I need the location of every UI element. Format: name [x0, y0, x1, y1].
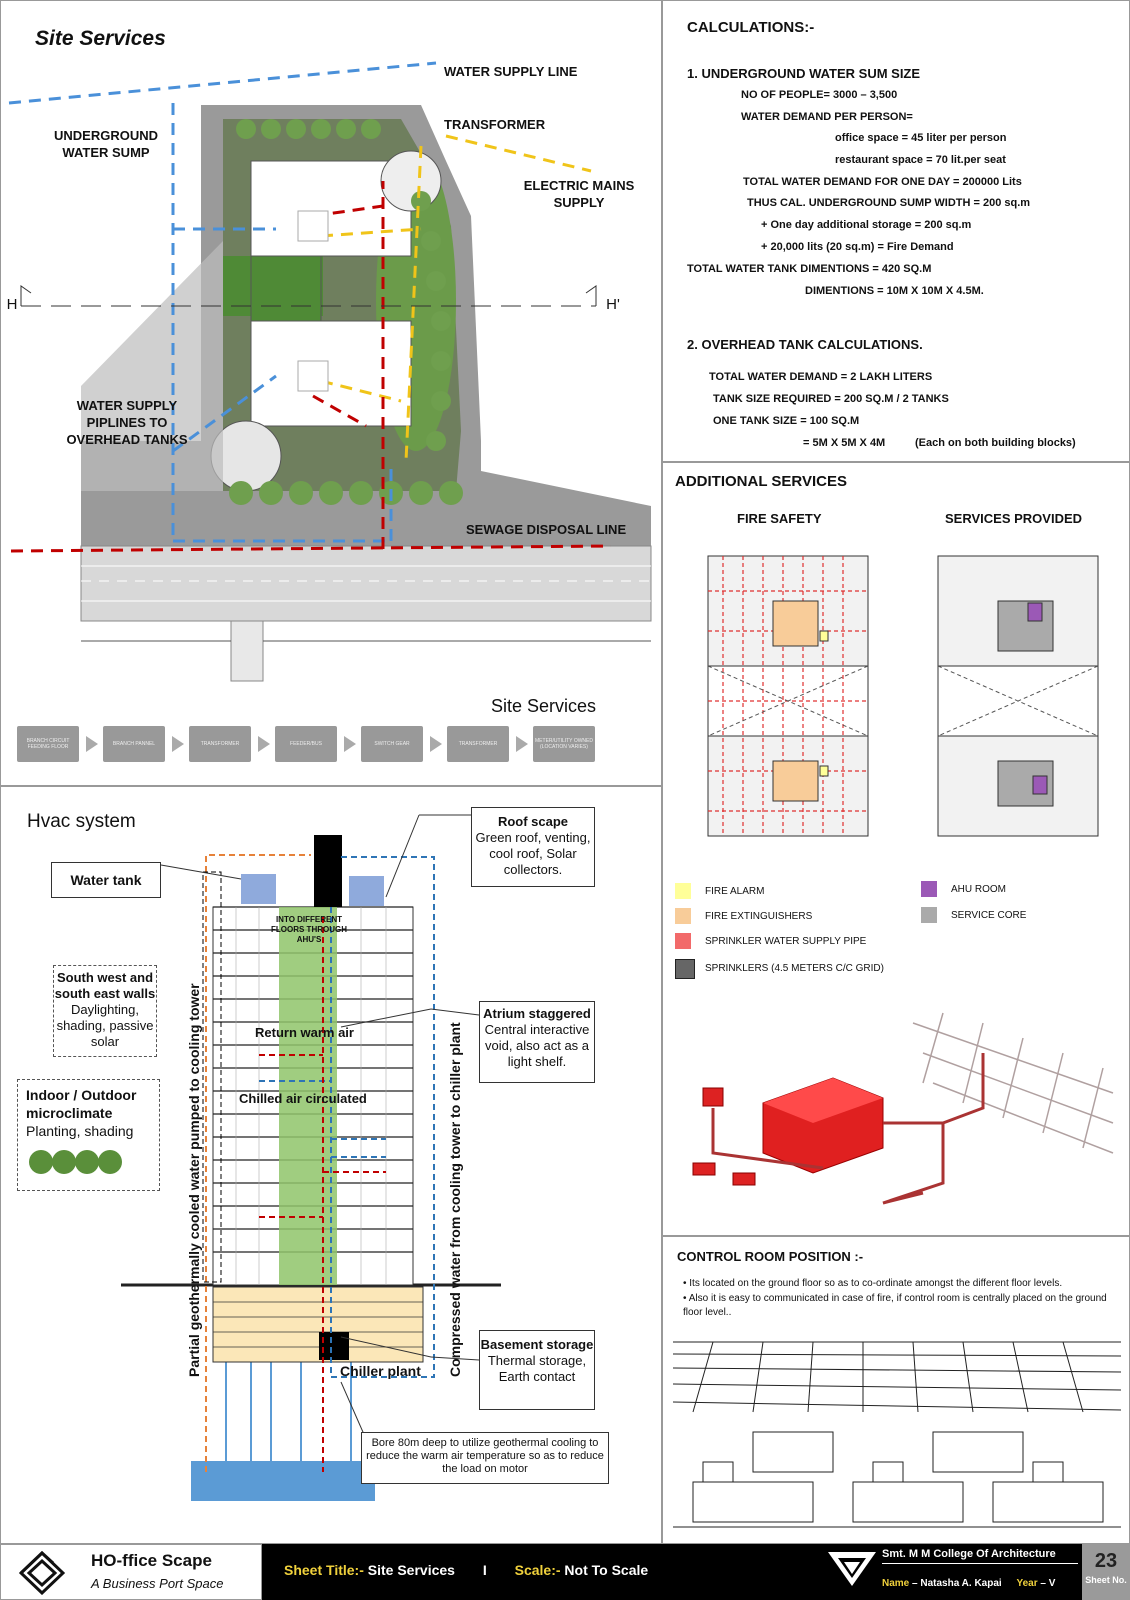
atrium-text: Central interactive void, also act as a light shelf. — [484, 1022, 590, 1069]
water-tank-label: Water tank — [51, 862, 161, 898]
scale-value: Not To Scale — [564, 1562, 649, 1578]
legend-sprinklers: SPRINKLERS (4.5 METERS C/C GRID) — [705, 963, 884, 974]
college-name: Smt. M M College Of Architecture — [882, 1548, 1078, 1564]
calc-line: TANK SIZE REQUIRED = 200 SQ.M / 2 TANKS — [713, 393, 949, 405]
calc-line: DIMENTIONS = 10M X 10M X 4.5M. — [805, 285, 984, 297]
label-electric-mains: ELECTRIC MAINS SUPPLY — [523, 178, 635, 210]
hvac-panel — [0, 786, 662, 1544]
roof-scape-text: Green roof, venting, cool roof, Solar collectors. — [475, 830, 591, 877]
legend-swatch-service-core — [921, 907, 937, 923]
basement — [213, 1287, 423, 1362]
flow-arrow-icon — [258, 736, 270, 752]
roof-scape-title: Roof scape — [497, 814, 569, 829]
calc-line: WATER DEMAND PER PERSON= — [741, 111, 913, 123]
chiller-plant — [319, 1332, 349, 1360]
services-provided-title: SERVICES PROVIDED — [945, 511, 1083, 526]
road — [81, 546, 651, 621]
flow-step-2: BRANCH PANNEL — [103, 726, 165, 762]
bore-box: Bore 80m deep to utilize geothermal cooling to reduce the warm air temperature so as to reduce the load on motor — [361, 1432, 609, 1484]
calculations-panel — [662, 0, 1130, 462]
cooling-tower — [314, 835, 342, 907]
label-h-right: H' — [606, 296, 620, 313]
control-room-sketch — [673, 1332, 1121, 1537]
groundwater — [191, 1461, 375, 1501]
site-services-panel — [0, 0, 662, 786]
hvac-title: Hvac system — [27, 811, 136, 832]
flow-arrow-icon — [344, 736, 356, 752]
south-west-walls-text: Daylighting, shading, passive solar — [56, 1002, 154, 1049]
microclimate-box — [17, 1079, 160, 1191]
round-court-top — [381, 151, 441, 211]
site-caption: Site Services — [491, 696, 597, 716]
name-label: Name — [882, 1578, 910, 1589]
legend-fire-alarm: FIRE ALARM — [705, 886, 765, 897]
south-west-walls-title: South west and south east walls — [54, 970, 156, 1001]
legend-swatch-sprinkler-pipe — [675, 933, 691, 949]
title-separator: I — [482, 1562, 487, 1578]
project-block — [0, 1544, 262, 1600]
chilled-air-label: Chilled air circulated — [239, 1091, 367, 1106]
control-room-bullet-2: • Also it is easy to communicated in case of fire, if control room is centrally placed on the ground floor level.. — [683, 1293, 1107, 1318]
ahu-label: INTO DIFFERENT FLOORS THROUGH AHU'S — [271, 915, 347, 944]
water-tank-right — [349, 876, 384, 906]
calc-line: office space = 45 liter per person — [835, 132, 1007, 144]
year-value: – V — [1040, 1578, 1056, 1589]
calc-section-2-title: 2. OVERHEAD TANK CALCULATIONS. — [687, 337, 923, 352]
flow-step-4: FEEDER/BUS — [275, 726, 337, 762]
sprinkler-system-diagram — [683, 993, 1123, 1223]
calc-line: + One day additional storage = 200 sq.m — [761, 219, 972, 231]
flow-arrow-icon — [172, 736, 184, 752]
label-transformer: TRANSFORMER — [444, 117, 546, 132]
calc-line: TOTAL WATER TANK DIMENTIONS = 420 SQ.M — [687, 263, 932, 275]
microclimate-title: Indoor / Outdoor microclimate — [26, 1087, 137, 1121]
calc-section-1-title: 1. UNDERGROUND WATER SUM SIZE — [687, 66, 921, 81]
legend-fire-extinguishers: FIRE EXTINGUISHERS — [705, 911, 813, 922]
flow-arrow-icon — [430, 736, 442, 752]
label-water-pipelines: WATER SUPPLY PIPLINES TO OVERHEAD TANKS — [66, 398, 188, 447]
year-label: Year — [1016, 1578, 1038, 1589]
microclimate-text: Planting, shading — [26, 1123, 134, 1139]
college-logo-icon — [826, 1550, 878, 1590]
sheet-title: Site Services — [367, 1562, 455, 1578]
label-h-left: H — [6, 296, 18, 313]
basement-box — [479, 1330, 595, 1410]
college-block — [822, 1544, 1078, 1600]
student-name: – Natasha A. Kapai — [912, 1578, 1002, 1589]
legend-service-core: SERVICE CORE — [951, 910, 1027, 921]
atrium-box — [479, 1001, 595, 1083]
compressed-water-vertical-label: Compressed water from cooling tower to chiller plant — [447, 1022, 463, 1377]
legend-swatch-ahu-room — [921, 881, 937, 897]
calc-line: restaurant space = 70 lit.per seat — [835, 154, 1006, 166]
site-services-title: Site Services — [35, 27, 166, 50]
building-block-bottom — [251, 321, 411, 426]
footer — [0, 1544, 1130, 1600]
student-row — [882, 1578, 1055, 1589]
legend-swatch-fire-alarm — [675, 883, 691, 899]
legend-ahu-room: AHU ROOM — [951, 884, 1006, 895]
control-room-bullet-1: • Its located on the ground floor so as to co-ordinate amongst the different floor levels. — [683, 1278, 1063, 1289]
calc-line: THUS CAL. UNDERGROUND SUMP WIDTH = 200 sq.m — [747, 197, 1031, 209]
plants-icon — [26, 1146, 126, 1182]
fire-safety-title: FIRE SAFETY — [737, 511, 822, 526]
basement-title: Basement storage — [480, 1337, 594, 1352]
sheet-number-label: Sheet No. — [1085, 1575, 1127, 1585]
sheet-title-row — [284, 1562, 648, 1578]
shade-area — [81, 241, 223, 491]
atrium-title: Atrium staggered — [483, 1006, 591, 1021]
sheet-number: 23 — [1094, 1550, 1118, 1572]
control-room-panel — [662, 1236, 1130, 1544]
basement-text: Thermal storage, Earth contact — [487, 1353, 587, 1384]
fire-safety-plan — [703, 551, 873, 841]
calculations-title: CALCULATIONS:- — [687, 19, 815, 36]
flow-step-5: SWITCH GEAR — [361, 726, 423, 762]
calc-line: ONE TANK SIZE = 100 SQ.M — [713, 415, 860, 427]
calc-line: NO OF PEOPLE= 3000 – 3,500 — [741, 89, 898, 101]
chiller-plant-label: Chiller plant — [340, 1363, 421, 1379]
additional-services-title: ADDITIONAL SERVICES — [675, 473, 847, 490]
label-water-supply-line: WATER SUPPLY LINE — [444, 64, 578, 79]
south-west-walls-box — [53, 965, 157, 1057]
calc-line: (Each on both building blocks) — [915, 437, 1076, 449]
control-room-title: CONTROL ROOM POSITION :- — [677, 1249, 864, 1264]
project-subtitle: A Business Port Space — [91, 1576, 224, 1591]
sheet-number-block — [1082, 1544, 1130, 1600]
flow-arrow-icon — [516, 736, 528, 752]
geothermal-water-vertical-label: Partial geothermally cooled water pumped to cooling tower — [186, 983, 202, 1377]
roof-scape-box — [471, 807, 595, 887]
legend-swatch-sprinklers — [675, 959, 695, 979]
additional-services-panel — [662, 462, 1130, 1236]
flow-step-7: METER/UTILITY OWNED (LOCATION VARIES) — [533, 726, 595, 762]
project-name: HO-ffice Scape — [91, 1551, 212, 1570]
water-tank-left — [241, 874, 276, 904]
side-road — [231, 621, 263, 681]
sheet-title-label: Sheet Title:- — [284, 1562, 364, 1578]
flow-step-1: BRANCH CIRCUIT FEEDING FLOOR — [17, 726, 79, 762]
flow-step-3: TRANSFORMER — [189, 726, 251, 762]
building-link — [251, 256, 321, 321]
scale-label: Scale:- — [514, 1562, 561, 1578]
label-sewage: SEWAGE DISPOSAL LINE — [466, 522, 627, 537]
flow-step-6: TRANSFORMER — [447, 726, 509, 762]
legend-swatch-fire-extinguishers — [675, 908, 691, 924]
calc-line: TOTAL WATER DEMAND FOR ONE DAY = 200000 Lits — [743, 176, 1022, 188]
calc-line: = 5M X 5M X 4M — [803, 437, 886, 449]
project-logo-icon — [19, 1551, 65, 1595]
return-air-label: Return warm air — [255, 1025, 354, 1040]
services-provided-plan — [933, 551, 1103, 841]
flow-arrow-icon — [86, 736, 98, 752]
calc-line: TOTAL WATER DEMAND = 2 LAKH LITERS — [709, 371, 933, 383]
label-underground-sump: UNDERGROUND WATER SUMP — [54, 128, 158, 160]
legend-sprinkler-pipe: SPRINKLER WATER SUPPLY PIPE — [705, 936, 867, 947]
calc-line: + 20,000 lits (20 sq.m) = Fire Demand — [761, 241, 954, 253]
